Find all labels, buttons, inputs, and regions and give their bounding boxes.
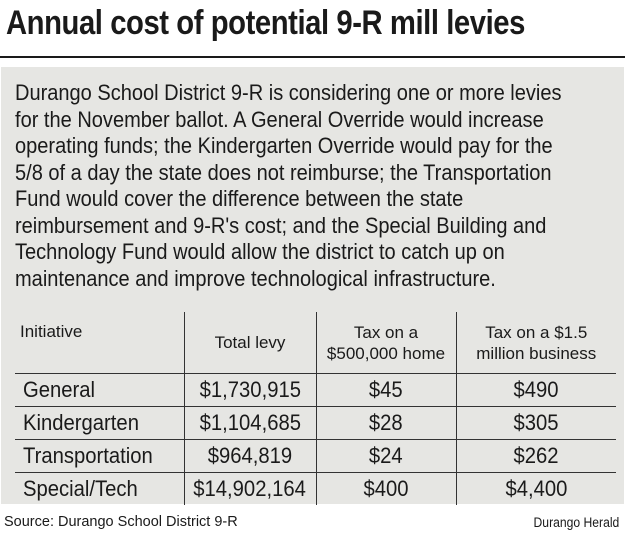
cell-initiative: General: [15, 374, 184, 407]
description-line: operating funds; the Kindergarten Override would pay for the: [15, 133, 553, 158]
description-line: Durango School District 9-R is considering one or more levies: [15, 80, 562, 105]
cell-tax-business: $262: [456, 440, 616, 473]
description-line: Technology Fund would allow the district to catch up on: [15, 239, 505, 264]
cell-total-levy: $1,730,915: [184, 374, 316, 407]
cell-tax-business: $305: [456, 407, 616, 440]
table-row: [15, 473, 616, 506]
cell-initiative: Special/Tech: [15, 473, 184, 506]
description: [15, 80, 562, 292]
cell-tax-business: $490: [513, 377, 559, 402]
table-header-row: [15, 312, 616, 374]
cell-tax-business: $4,400: [456, 473, 616, 506]
cell-total-levy: $964,819: [184, 440, 316, 473]
table-row: [15, 374, 616, 407]
description-line: 5/8 of a day the state does not reimburse; the Transportation: [15, 159, 552, 185]
cell-initiative: Transportation: [15, 440, 184, 473]
cell-total-levy: $14,902,164: [184, 473, 316, 506]
header-tax-business: Tax on a $1.5 million business: [456, 312, 616, 374]
page-title: Annual cost of potential 9-R mill levies: [6, 4, 525, 42]
description-line: Fund would cover the difference between the state: [15, 186, 464, 211]
header-tax-home: Tax on a $500,000 home: [316, 312, 456, 374]
header-total-levy: Total levy: [184, 312, 316, 374]
table-row: [15, 440, 616, 473]
publication-credit: Durango Herald: [533, 515, 619, 530]
cell-initiative: Kindergarten: [15, 407, 184, 440]
cell-tax-home: $45: [316, 374, 456, 407]
cell-tax-home: $24: [316, 440, 456, 473]
levy-table: [15, 312, 616, 505]
table-row: [15, 407, 616, 440]
source-note: Source: Durango School District 9-R: [4, 514, 238, 530]
title-divider: [0, 56, 625, 58]
cell-tax-home: $28: [316, 407, 456, 440]
description-line: reimbursement and 9-R's cost; and the Special Building and: [15, 212, 547, 238]
header-initiative: Initiative: [15, 312, 184, 374]
description-line: for the November ballot. A General Override would increase: [15, 106, 544, 132]
description-line: maintenance and improve technological infrastructure.: [15, 265, 496, 291]
cell-total-levy: $1,104,685: [184, 407, 316, 440]
cell-tax-home: $400: [316, 473, 456, 506]
